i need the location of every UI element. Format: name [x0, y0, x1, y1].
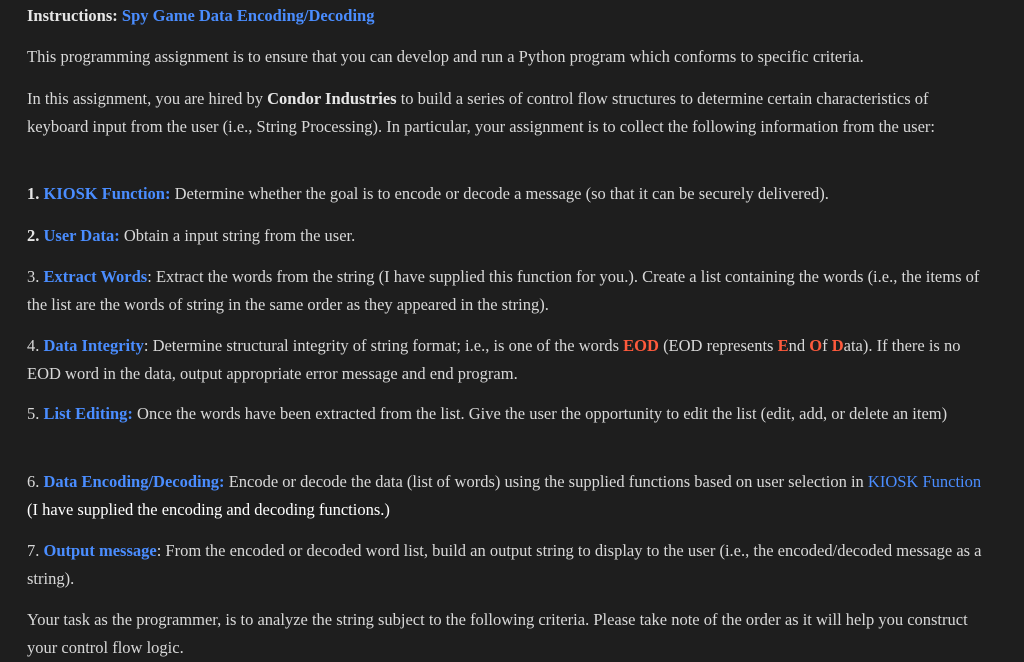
step-user-data [27, 222, 984, 250]
title-assignment-name: Spy Game Data Encoding/Decoding [121, 6, 375, 25]
step-label: Extract Words [43, 267, 148, 286]
eod-letter-d: D [831, 336, 844, 355]
step-data-encoding-decoding [27, 468, 984, 523]
eod-letter-e: E [777, 336, 789, 355]
step-text: Determine whether the goal is to encode or decode a message (so that it can be securely delivered). [170, 184, 829, 203]
step-text-a: Encode or decode the data (list of words) using the supplied functions based on user selection in [224, 472, 868, 491]
step-number: 3. [27, 267, 40, 286]
eod-nd: nd [788, 336, 810, 355]
step-text: : From the encoded or decoded word list, build an output string to display to the user (i.e., the encoded/decoded message as a string). [27, 541, 982, 588]
step-text: : Extract the words from the string (I have supplied this function for you.). Create a list containing the words (i.e., the items of the list are the words of string in the same order as they appeared in the string). [27, 267, 980, 314]
step-kiosk-function [27, 180, 984, 208]
step-text-b: (EOD represents [658, 336, 778, 355]
step-extract-words [27, 263, 984, 318]
kiosk-function-link[interactable]: KIOSK Function [867, 472, 982, 491]
step-label: Data Encoding/Decoding: [43, 472, 225, 491]
step-number: 5. [27, 404, 40, 423]
eod-letter-o: O [809, 336, 823, 355]
final-paragraph: Your task as the programmer, is to analyze the string subject to the following criteria. Please take note of the order as it will help you construct your control flow logic. [27, 610, 968, 657]
company-name: Condor Industries [267, 89, 397, 108]
step-number: 6. [27, 472, 40, 491]
task-text-before: In this assignment, you are hired by [27, 89, 268, 108]
step-text: Once the words have been extracted from the list. Give the user the opportunity to edit the list (edit, add, or delete an item) [132, 404, 948, 423]
eod-f: f [822, 336, 832, 355]
step-number: 2. [27, 226, 40, 245]
step-number: 7. [27, 541, 40, 560]
step-text: Obtain a input string from the user. [119, 226, 356, 245]
title-label: Instructions: [27, 6, 118, 25]
task-paragraph [27, 85, 984, 140]
task-text-after: to build a series of control flow structures to determine certain characteristics of keyboard input from the user (i.e., String Processing). In particular, your assignment is to collect the following information from the user: [27, 89, 936, 136]
step-list-editing [27, 400, 984, 428]
step-data-integrity [27, 332, 984, 387]
step-label: Output message [43, 541, 157, 560]
step-text-c: ata). If there is no EOD word in the data, output appropriate error message and end program. [27, 336, 961, 383]
step-output-message [27, 537, 984, 592]
step-label: Data Integrity [43, 336, 144, 355]
step-number: 1. [27, 184, 40, 203]
step-text-a: : Determine structural integrity of string format; i.e., is one of the words [143, 336, 624, 355]
instructions-title [27, 2, 984, 30]
eod-keyword: EOD [623, 336, 659, 355]
step-label: List Editing: [43, 404, 133, 423]
intro-paragraph: This programming assignment is to ensure that you can develop and run a Python program which conforms to specific criteria. [27, 47, 864, 66]
step-text-b: (I have supplied the encoding and decoding functions.) [27, 499, 390, 519]
step-label: KIOSK Function: [43, 184, 171, 203]
step-number: 4. [27, 336, 40, 355]
step-label: User Data: [43, 226, 120, 245]
